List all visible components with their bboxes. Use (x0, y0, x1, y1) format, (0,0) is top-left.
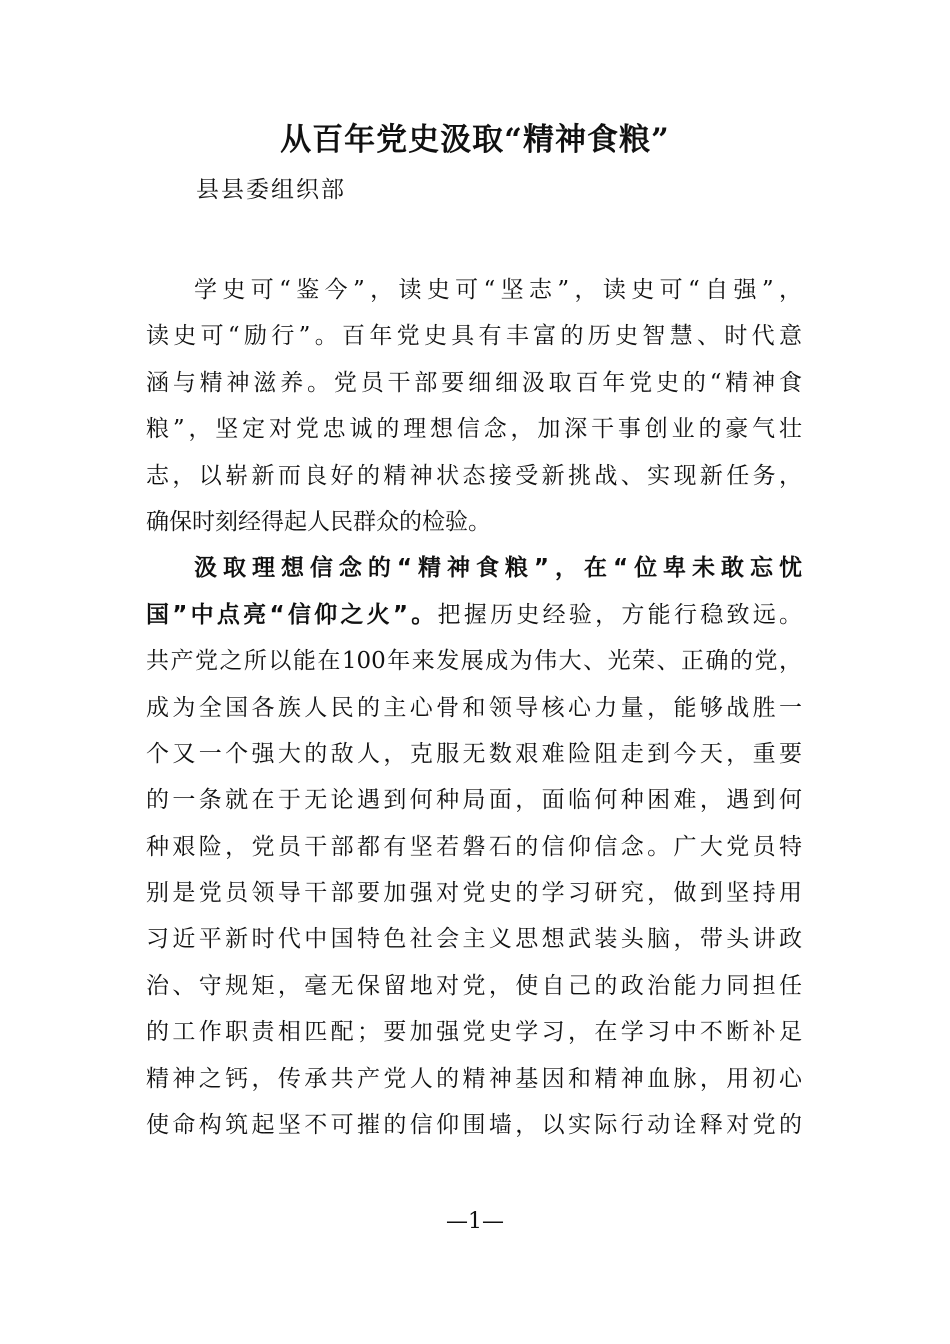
paragraph-line (146, 596, 802, 642)
paragraph-line: 读史可“励行”。百年党史具有丰富的历史智慧、时代意 (146, 323, 802, 350)
paragraph-line: 使命构筑起坚不可摧的信仰围墙，以实际行动诠释对党的 (146, 1112, 802, 1139)
paragraph-line (146, 549, 802, 595)
paragraph-line: 治、守规矩，毫无保留地对党，使自己的政治能力同担任 (146, 972, 802, 999)
paragraph-line: 确保时刻经得起人民群众的检验。 (146, 508, 491, 535)
paragraph-line: 的工作职责相匹配；要加强党史学习，在学习中不断补足 (146, 1019, 802, 1046)
paragraph-line: 的一条就在于无论遇到何种局面，面临何种困难，遇到何 (146, 787, 802, 814)
paragraph-line: 粮”，坚定对党忠诚的理想信念，加深干事创业的豪气壮 (146, 416, 802, 443)
paragraph-line: 个又一个强大的敌人，克服无数艰难险阻走到今天，重要 (146, 740, 802, 767)
paragraph-2 (146, 549, 836, 1152)
paragraph-line: 涵与精神滋养。党员干部要细细汲取百年党史的“精神食 (146, 369, 802, 396)
paragraph-line: 志，以崭新而良好的精神状态接受新挑战、实现新任务， (146, 462, 802, 489)
page-number: —1— (446, 1209, 504, 1234)
paragraph-line: 共产党之所以能在100年来发展成为伟大、光荣、正确的党， (146, 648, 802, 675)
paragraph-text: 把握历史经验，方能行稳致远。 (437, 601, 802, 628)
section-heading-part: 国”中点亮“信仰之火”。 (146, 601, 438, 628)
paragraph-line: 种艰险，党员干部都有坚若磐石的信仰信念。广大党员特 (146, 833, 802, 860)
paragraph-line: 别是党员领导干部要加强对党史的学习研究，做到坚持用 (146, 880, 802, 907)
paragraph-line: 成为全国各族人民的主心骨和领导核心力量，能够战胜一 (146, 694, 802, 721)
body-text (146, 271, 836, 1152)
author-line: 县县委组织部 (196, 177, 346, 203)
document-title: 从百年党史汲取“精神食粮” (280, 122, 670, 158)
paragraph-line: 精神之钙，传承共产党人的精神基因和精神血脉，用初心 (146, 1065, 802, 1092)
paragraph-1 (146, 271, 836, 549)
paragraph-line: 习近平新时代中国特色社会主义思想武装头脑，带头讲政 (146, 926, 802, 953)
section-heading-part: 汲取理想信念的“精神食粮”，在“位卑未敢忘忧 (194, 555, 802, 582)
paragraph-line: 学史可“鉴今”，读史可“坚志”，读史可“自强”， (194, 277, 802, 303)
